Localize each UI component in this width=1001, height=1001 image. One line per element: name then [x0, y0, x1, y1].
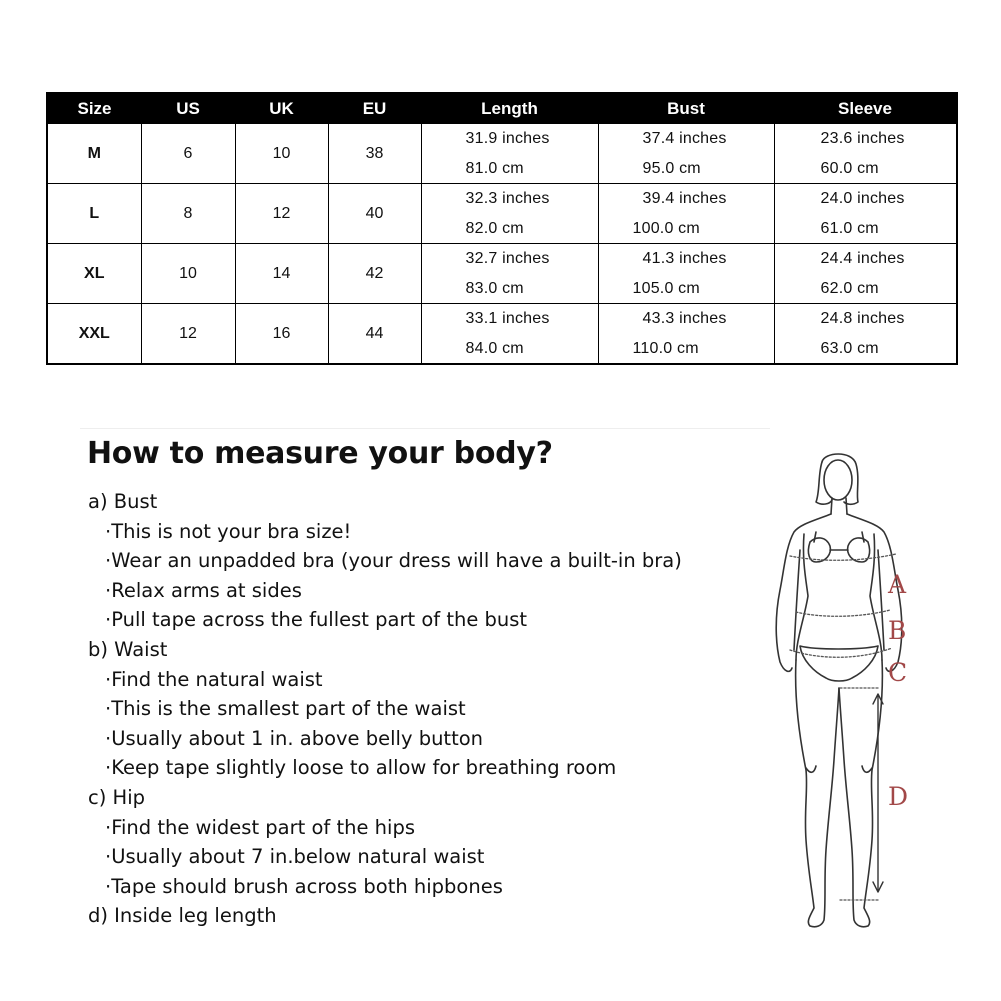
eu-size-cell: 38 [328, 124, 421, 184]
bust-inches: 37.4 inches [642, 129, 727, 147]
eu-size-cell: 44 [328, 304, 421, 365]
list-item: ·Tape should brush across both hipbones [105, 874, 503, 898]
length-inches: 31.9 inches [465, 129, 550, 147]
label-b: B [888, 616, 907, 645]
bust-measure-line [790, 554, 896, 560]
us-size-cell: 10 [141, 244, 235, 304]
section-divider [80, 428, 770, 429]
bust-cm: 105.0 cm [632, 279, 700, 297]
label-a: A [888, 570, 907, 599]
size-cell: XL [47, 244, 141, 304]
length-cell [421, 184, 598, 244]
sleeve-cell [774, 244, 957, 304]
bust-cell [598, 184, 774, 244]
length-cell [421, 244, 598, 304]
uk-size-cell: 14 [235, 244, 328, 304]
length-cm: 83.0 cm [465, 279, 524, 297]
table-row [47, 184, 957, 244]
list-item: ·Usually about 7 in.below natural waist [105, 845, 485, 869]
guide-title: How to measure your body? [87, 436, 553, 471]
eu-size-cell: 42 [328, 244, 421, 304]
list-item: ·Usually about 1 in. above belly button [105, 726, 484, 750]
length-inches: 32.3 inches [465, 189, 550, 207]
sleeve-inches: 24.0 inches [820, 189, 905, 207]
list-item: ·Pull tape across the fullest part of the bust [105, 608, 528, 632]
us-size-cell: 12 [141, 304, 235, 365]
bust-inches: 39.4 inches [642, 189, 727, 207]
hip-heading: c) Hip [88, 785, 145, 809]
uk-size-cell: 12 [235, 184, 328, 244]
sleeve-cm: 60.0 cm [820, 159, 879, 177]
sleeve-inches: 24.8 inches [820, 309, 905, 327]
sleeve-cm: 62.0 cm [820, 279, 879, 297]
length-cell [421, 304, 598, 365]
header-eu: EU [328, 93, 421, 124]
bust-heading: a) Bust [88, 490, 158, 513]
list-item: ·Find the widest part of the hips [105, 815, 415, 839]
bust-cm: 110.0 cm [632, 339, 699, 357]
header-size: Size [47, 93, 141, 124]
body-measurement-figure [760, 450, 920, 940]
bust-cm: 95.0 cm [642, 159, 701, 177]
header-uk: UK [235, 93, 328, 124]
table-row [47, 244, 957, 304]
uk-size-cell: 16 [235, 304, 328, 365]
bust-inches: 41.3 inches [642, 249, 727, 267]
measurement-instructions [88, 487, 682, 931]
waist-heading: b) Waist [88, 637, 168, 661]
size-chart-header-row [47, 93, 957, 124]
size-cell: L [47, 184, 141, 244]
length-inches: 32.7 inches [465, 249, 550, 267]
header-bust: Bust [598, 93, 774, 124]
sleeve-cm: 63.0 cm [820, 339, 879, 357]
bust-inches: 43.3 inches [642, 309, 727, 327]
list-item: ·This is not your bra size! [105, 519, 352, 543]
size-cell: M [47, 124, 141, 184]
us-size-cell: 8 [141, 184, 235, 244]
table-row [47, 304, 957, 365]
header-sleeve: Sleeve [774, 93, 957, 124]
label-c: C [888, 658, 908, 687]
header-us: US [141, 93, 235, 124]
inside-leg-heading: d) Inside leg length [88, 904, 277, 928]
sleeve-cell [774, 184, 957, 244]
size-chart-table [46, 92, 958, 365]
bust-cell [598, 244, 774, 304]
table-row [47, 124, 957, 184]
body-outline-illustration [760, 450, 920, 940]
length-cm: 81.0 cm [465, 159, 524, 177]
sleeve-inches: 23.6 inches [820, 129, 905, 147]
length-cm: 82.0 cm [465, 219, 524, 237]
length-cell [421, 124, 598, 184]
list-item: ·Relax arms at sides [105, 578, 302, 602]
bust-cell [598, 304, 774, 365]
header-length: Length [421, 93, 598, 124]
us-size-cell: 6 [141, 124, 235, 184]
sleeve-cell [774, 124, 957, 184]
bust-cm: 100.0 cm [632, 219, 700, 237]
size-cell: XXL [47, 304, 141, 365]
bust-cell [598, 124, 774, 184]
label-d: D [888, 782, 909, 811]
length-cm: 84.0 cm [465, 339, 524, 357]
length-inches: 33.1 inches [465, 309, 550, 327]
list-item: ·This is the smallest part of the waist [105, 697, 466, 721]
list-item: ·Keep tape slightly loose to allow for breathing room [105, 756, 617, 780]
list-item: ·Find the natural waist [105, 667, 323, 691]
inside-leg-arrow [873, 694, 883, 892]
waist-measure-line [796, 610, 890, 616]
uk-size-cell: 10 [235, 124, 328, 184]
sleeve-cell [774, 304, 957, 365]
eu-size-cell: 40 [328, 184, 421, 244]
list-item: ·Wear an unpadded bra (your dress will have a built-in bra) [105, 549, 682, 573]
sleeve-inches: 24.4 inches [820, 249, 905, 267]
sleeve-cm: 61.0 cm [820, 219, 879, 237]
